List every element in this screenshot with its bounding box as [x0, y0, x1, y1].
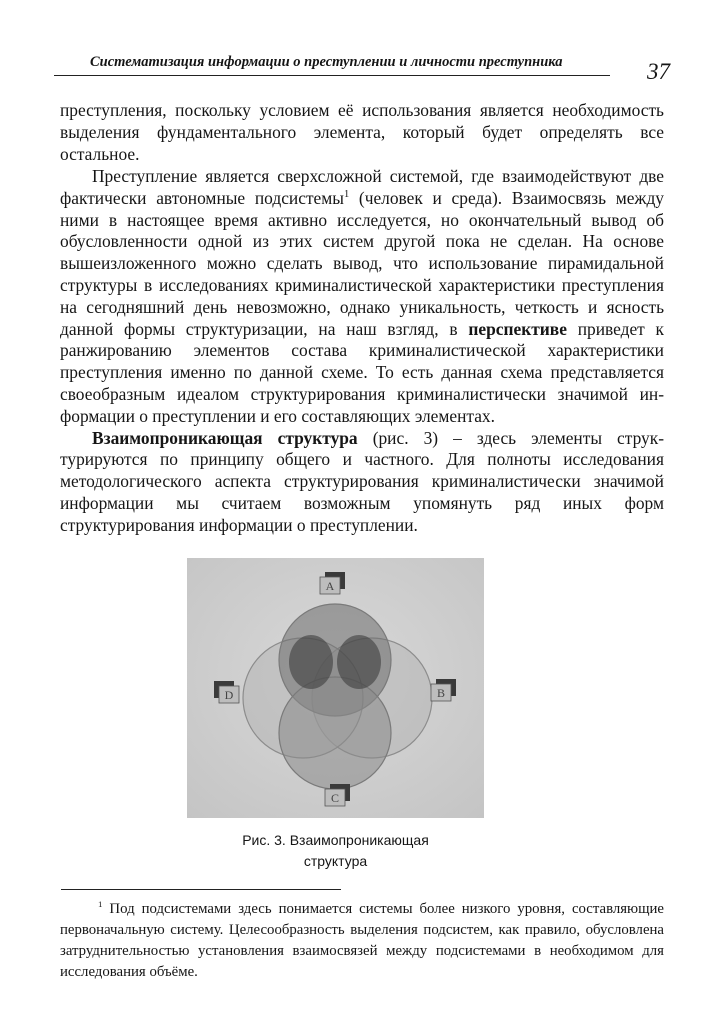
caption-line-2: структура: [303, 853, 368, 869]
paragraph-continuation: [60, 100, 664, 165]
circle-bottom: [279, 677, 391, 789]
paragraph-3: [60, 428, 664, 537]
label-c: C: [330, 791, 340, 805]
caption-line-1: Рис. 3. Взаимопроникающая: [242, 832, 429, 848]
footnote: [60, 899, 664, 983]
paragraph-2-part-c: приведет к ранжированию элементов состава криминалистической характеристики преступления именно по данной схеме. То есть данная схема представляется своеобразным идеалом структурирования криминалистически значимой информации о преступлении и его составляющих элементах.: [60, 318, 664, 426]
running-header: [54, 48, 670, 84]
page-number: 37: [647, 59, 670, 84]
paragraph-3-term: Взаимопроникающая структура: [92, 427, 358, 448]
paragraph-1: преступления, поскольку условием её использования является необходимость выделения фундаментального элемента, который будет определять все остальное.: [60, 100, 664, 164]
footnote-ref: 1: [343, 189, 350, 200]
venn-diagram: [187, 558, 484, 818]
paragraph-2-part-b: (человек и среда). Взаимосвязь между ними в настоящее время активно исследуется, но окончательный вывод об обусловленности одной из этих систем другой пока не сделан. На основе вышеизложенного можно сделать вывод, что использование пирамидальной структуры в исследованиях криминалистической характеристики преступления на сегодняшний день невозможно, однако уникальность, четкость и ясность данной формы структуризации, на наш взгляд, в: [60, 187, 664, 339]
petal-right: [337, 635, 381, 689]
paragraph-2-part-a: Преступление является сверхсложной системой, где взаимодействуют две фактически автономные подсистемы: [60, 166, 664, 208]
running-header-title: Систематизация информации о преступлении и личности преступника: [90, 54, 563, 70]
petal-left: [289, 635, 333, 689]
label-d: D: [224, 688, 234, 702]
paragraph-3-text: (рис. 3) – здесь элементы структурируются по принципу общего и частного. Для полноты исследования методологического аспекта структурирования криминалистически значимой информации мы считаем возможным упомянуть ряд иных форм структурирования информации о преступлении.: [60, 427, 664, 535]
footnote-separator: [61, 889, 341, 890]
paragraph-2: [60, 166, 664, 428]
label-a: A: [325, 579, 335, 593]
header-rule: [54, 75, 610, 76]
figure-interpenetrating-structure: [187, 558, 484, 818]
figure-caption: [187, 830, 484, 872]
paragraph-2-emphasis: перспективе: [468, 318, 567, 339]
footnote-marker: 1: [98, 899, 103, 910]
body-paragraphs: [60, 166, 664, 537]
footnote-text: Под подсистемами здесь понимается системы более низкого уровня, составляющие первоначальную систему. Целесообразность выделения подсистем, как правило, обусловлена затруднительностью установления взаимосвязей между подсистемами в необходимом для исследования объёме.: [60, 901, 664, 980]
label-b: B: [436, 686, 446, 700]
